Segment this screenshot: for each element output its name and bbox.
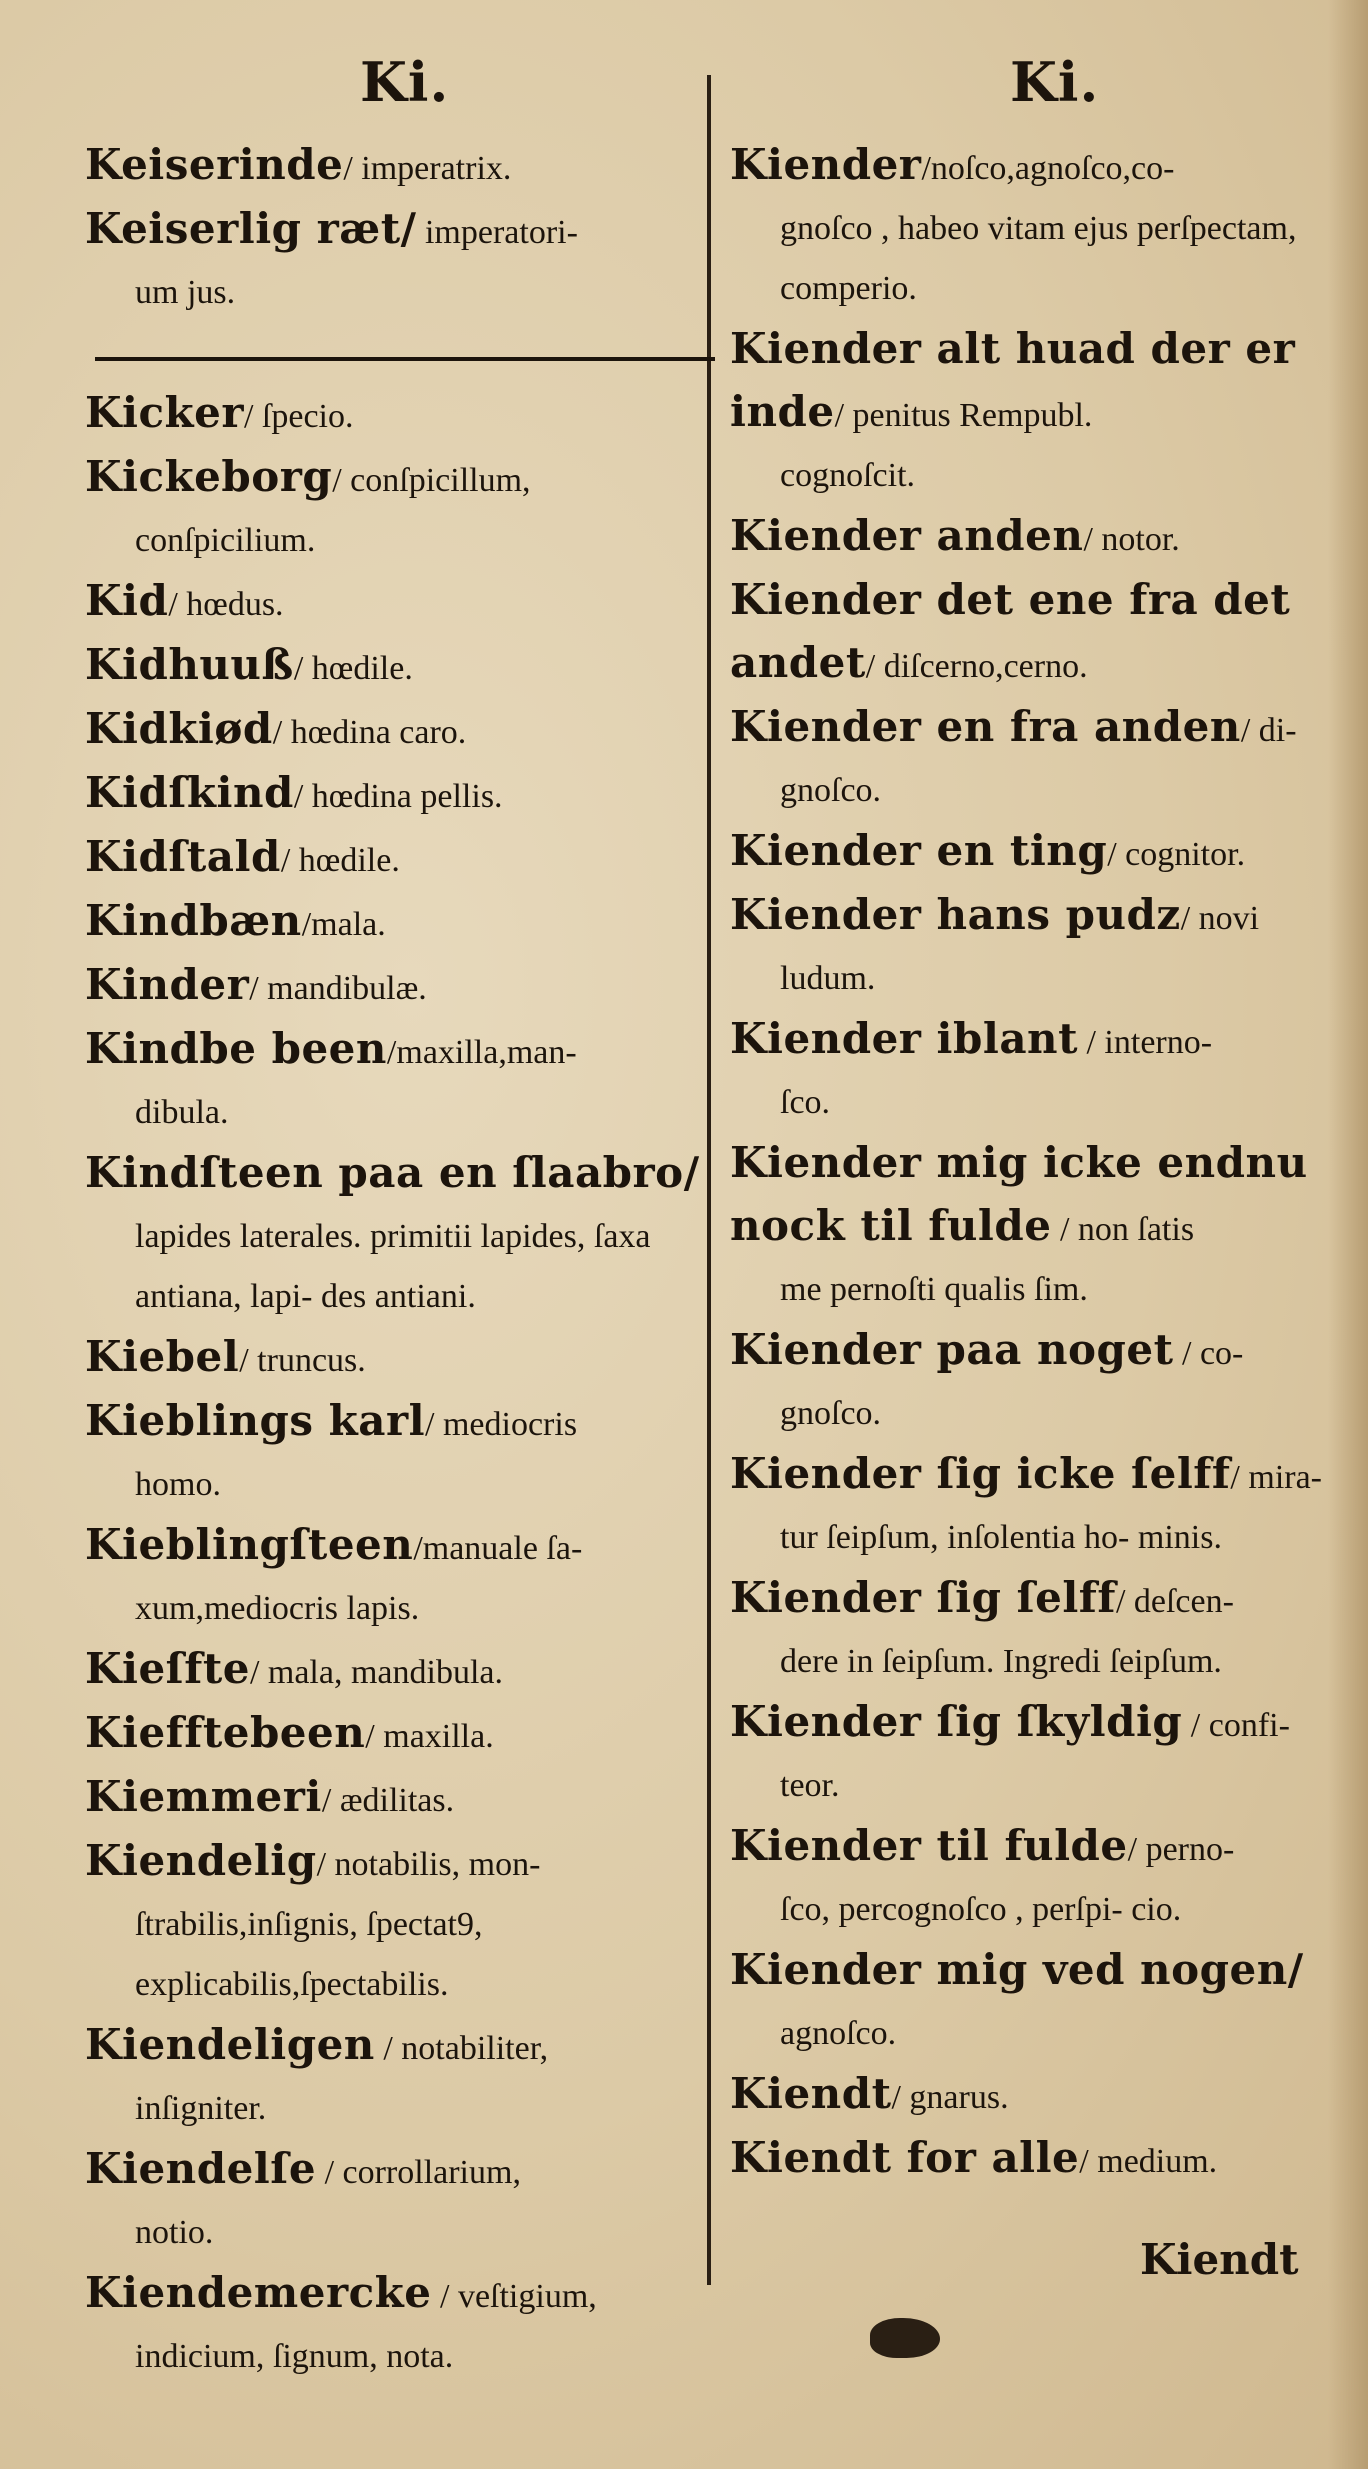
entry-latin-gloss: / co- xyxy=(1173,1335,1244,1372)
entry-continuation: um jus. xyxy=(135,274,236,311)
dictionary-entry xyxy=(730,1692,1350,1816)
dictionary-entry xyxy=(730,2064,1350,2128)
entry-latin-gloss: / veſtigium, xyxy=(431,2278,597,2315)
entry-continuation: me pernoſti qualis ſim. xyxy=(780,1271,1088,1308)
entry-latin-gloss: / mira- xyxy=(1230,1459,1322,1496)
entry-latin-gloss: / hœdus. xyxy=(168,586,284,623)
dictionary-entry xyxy=(730,506,1350,570)
dictionary-entry xyxy=(730,2128,1350,2192)
entry-headword: Kiender ſig ſkyldig xyxy=(730,1697,1183,1746)
entry-headword: Kiender anden xyxy=(730,511,1084,560)
entry-latin-gloss: / non ſatis xyxy=(1051,1211,1195,1248)
entry-latin-gloss: / diſcerno,cerno. xyxy=(865,648,1088,685)
dictionary-entry xyxy=(85,1831,725,2015)
entry-headword: Keiserlig ræt/ xyxy=(85,204,417,253)
entry-headword: Kiender ſig icke ſelff xyxy=(730,1449,1231,1498)
entry-headword: Kiebel xyxy=(85,1332,240,1381)
entry-latin-gloss: /manuale ſa- xyxy=(413,1530,583,1567)
entry-headword: Kiender en fra anden xyxy=(730,702,1241,751)
entry-headword: Kiendt xyxy=(730,2069,892,2118)
dictionary-entry xyxy=(85,1515,725,1639)
dictionary-entry xyxy=(85,199,725,323)
entry-latin-gloss: /maxilla,man- xyxy=(386,1034,577,1071)
entry-headword: Kiender xyxy=(730,140,922,189)
entry-continuation: conſpicilium. xyxy=(135,522,316,559)
entry-continuation: dere in ſeipſum. Ingredi ſeipſum. xyxy=(780,1643,1222,1680)
entry-headword: Kinder xyxy=(85,960,250,1009)
entry-headword: Kindbe been xyxy=(85,1024,387,1073)
entry-headword: Kiefftebeen xyxy=(85,1708,366,1757)
entry-continuation: gnoſco. xyxy=(780,1395,882,1432)
entry-continuation: cognoſcit. xyxy=(780,457,916,494)
dictionary-entry xyxy=(730,1816,1350,1940)
dictionary-entry xyxy=(85,827,725,891)
entry-continuation: ſco, percognoſco , perſpi- cio. xyxy=(780,1891,1182,1928)
entry-headword: Kicker xyxy=(85,388,244,437)
dictionary-entry xyxy=(85,1143,725,1327)
entry-latin-gloss: / maxilla. xyxy=(365,1718,494,1755)
entry-latin-gloss: / perno- xyxy=(1127,1831,1235,1868)
entry-headword: Kiendelig xyxy=(85,1836,317,1885)
entry-headword: Kidſkind xyxy=(85,768,294,817)
dictionary-entry xyxy=(730,319,1350,506)
entry-latin-gloss: / mediocris xyxy=(425,1406,578,1443)
entry-latin-gloss: /mala. xyxy=(301,906,386,943)
dictionary-entry xyxy=(85,635,725,699)
entry-continuation: tur ſeipſum, inſolentia ho- minis. xyxy=(780,1519,1222,1556)
entry-latin-gloss: / cognitor. xyxy=(1107,836,1246,873)
dictionary-entry xyxy=(730,1133,1350,1320)
entry-latin-gloss: / mala, mandibula. xyxy=(249,1654,503,1691)
dictionary-entry xyxy=(730,697,1350,821)
entry-headword: Kiender paa noget xyxy=(730,1325,1174,1374)
dictionary-entry xyxy=(85,2015,725,2139)
entry-latin-gloss: / medium. xyxy=(1079,2143,1218,2180)
entry-headword: Kidſtald xyxy=(85,832,281,881)
entry-headword: Kiender ſig ſelff xyxy=(730,1573,1116,1622)
entry-headword: Kiender hans pudz xyxy=(730,890,1181,939)
entry-continuation: gnoſco , habeo vitam ejus perſpectam, comperio. xyxy=(780,210,1297,307)
right-column xyxy=(730,135,1350,2192)
entry-headword: Kindbæn xyxy=(85,896,302,945)
dictionary-entry xyxy=(730,1009,1350,1133)
left-column xyxy=(85,135,725,2387)
entry-latin-gloss: / hœdile. xyxy=(280,842,400,879)
entry-headword: Keiserinde xyxy=(85,140,344,189)
entry-latin-gloss: / ſpecio. xyxy=(243,398,354,435)
entry-continuation: inſigniter. xyxy=(135,2090,267,2127)
entry-headword: Kiender mig icke endnu nock til fulde xyxy=(730,1138,1308,1250)
entry-continuation: ludum. xyxy=(780,960,876,997)
entry-latin-gloss: / hœdina pellis. xyxy=(293,778,503,815)
dictionary-entry xyxy=(730,885,1350,1009)
dictionary-entry xyxy=(85,699,725,763)
dictionary-entry xyxy=(85,955,725,1019)
entry-headword: Kiender mig ved nogen/ xyxy=(730,1945,1304,1994)
entry-headword: Kiemmeri xyxy=(85,1772,322,1821)
entry-continuation: xum,mediocris lapis. xyxy=(135,1590,420,1627)
section-rule xyxy=(95,357,715,361)
entry-latin-gloss: / gnarus. xyxy=(891,2079,1009,2116)
dictionary-entry xyxy=(730,1940,1350,2064)
entry-continuation: indicium, ſignum, nota. xyxy=(135,2338,454,2375)
dictionary-entry xyxy=(730,1320,1350,1444)
dictionary-entry xyxy=(85,1767,725,1831)
entry-continuation: gnoſco. xyxy=(780,772,882,809)
entry-headword: Kiender alt huad der er inde xyxy=(730,324,1296,436)
entry-continuation: dibula. xyxy=(135,1094,229,1131)
entry-headword: Kiender det ene fra det andet xyxy=(730,575,1291,687)
entry-latin-gloss: / notabiliter, xyxy=(374,2030,549,2067)
dictionary-entry xyxy=(85,2139,725,2263)
entry-continuation: ſtrabilis,inſignis, ſpectat9, explicabilis,ſpectabilis. xyxy=(135,1906,483,2003)
dictionary-entry xyxy=(85,135,725,199)
entry-headword: Kindſteen paa en ſlaabro/ xyxy=(85,1148,700,1197)
entry-continuation: homo. xyxy=(135,1466,221,1503)
entry-latin-gloss: / di- xyxy=(1240,712,1297,749)
dictionary-entry xyxy=(85,1639,725,1703)
entry-latin-gloss: / notor. xyxy=(1083,521,1180,558)
entry-latin-gloss: / corrollarium, xyxy=(316,2154,521,2191)
right-column-header: Ki. xyxy=(1010,50,1100,114)
dictionary-entry xyxy=(85,1327,725,1391)
entry-latin-gloss: / mandibulæ. xyxy=(249,970,427,1007)
entry-headword: Kiendt for alle xyxy=(730,2133,1080,2182)
ink-blot xyxy=(870,2318,940,2358)
entry-continuation: lapides laterales. primitii lapides, ſaxa antiana, lapi- des antiani. xyxy=(135,1218,651,1315)
dictionary-entry xyxy=(85,571,725,635)
dictionary-entry xyxy=(85,2263,725,2387)
entry-continuation: agnoſco. xyxy=(780,2015,897,2052)
entry-headword: Kidhuuß xyxy=(85,640,294,689)
entry-headword: Kiendeligen xyxy=(85,2020,375,2069)
entry-headword: Kidkiød xyxy=(85,704,273,753)
entry-continuation: notio. xyxy=(135,2214,214,2251)
entry-latin-gloss: / truncus. xyxy=(239,1342,366,1379)
entry-headword: Kieblings karl xyxy=(85,1396,426,1445)
entry-headword: Kieblingſteen xyxy=(85,1520,414,1569)
entry-latin-gloss: / hœdile. xyxy=(293,650,413,687)
dictionary-entry xyxy=(730,1568,1350,1692)
entry-latin-gloss: / ædilitas. xyxy=(321,1782,455,1819)
entry-latin-gloss: / notabilis, mon- xyxy=(316,1846,541,1883)
dictionary-entry xyxy=(730,135,1350,319)
entry-headword: Kieſfte xyxy=(85,1644,250,1693)
entry-latin-gloss: / imperatrix. xyxy=(343,150,512,187)
entry-latin-gloss: /noſco,agnoſco,co- xyxy=(921,150,1175,187)
entry-latin-gloss: / conſpicillum, xyxy=(332,462,531,499)
entry-latin-gloss: / penitus Rempubl. xyxy=(834,397,1093,434)
entry-latin-gloss: / deſcen- xyxy=(1115,1583,1234,1620)
dictionary-entry xyxy=(85,891,725,955)
entry-headword: Kiendemercke xyxy=(85,2268,432,2317)
entry-latin-gloss: / novi xyxy=(1180,900,1260,937)
catchword: Kiendt xyxy=(1140,2235,1299,2284)
entry-headword: Kid xyxy=(85,576,169,625)
entry-latin-gloss: imperatori- xyxy=(416,214,578,251)
dictionary-entry xyxy=(85,1391,725,1515)
entry-continuation: teor. xyxy=(780,1767,840,1804)
entry-headword: Kiendelſe xyxy=(85,2144,317,2193)
entry-headword: Kiender en ting xyxy=(730,826,1108,875)
entry-headword: Kiender til fulde xyxy=(730,1821,1128,1870)
dictionary-entry xyxy=(85,1019,725,1143)
entry-continuation: ſco. xyxy=(780,1084,831,1121)
dictionary-entry xyxy=(730,570,1350,697)
dictionary-entry xyxy=(85,447,725,571)
entry-latin-gloss: / interno- xyxy=(1077,1024,1213,1061)
entry-headword: Kiender iblant xyxy=(730,1014,1078,1063)
left-column-header: Ki. xyxy=(360,50,450,114)
dictionary-entry xyxy=(730,1444,1350,1568)
entry-headword: Kickeborg xyxy=(85,452,333,501)
entry-latin-gloss: / hœdina caro. xyxy=(272,714,467,751)
dictionary-entry xyxy=(730,821,1350,885)
dictionary-entry xyxy=(85,1703,725,1767)
dictionary-entry xyxy=(85,763,725,827)
entry-latin-gloss: / confi- xyxy=(1182,1707,1290,1744)
dictionary-entry xyxy=(85,383,725,447)
